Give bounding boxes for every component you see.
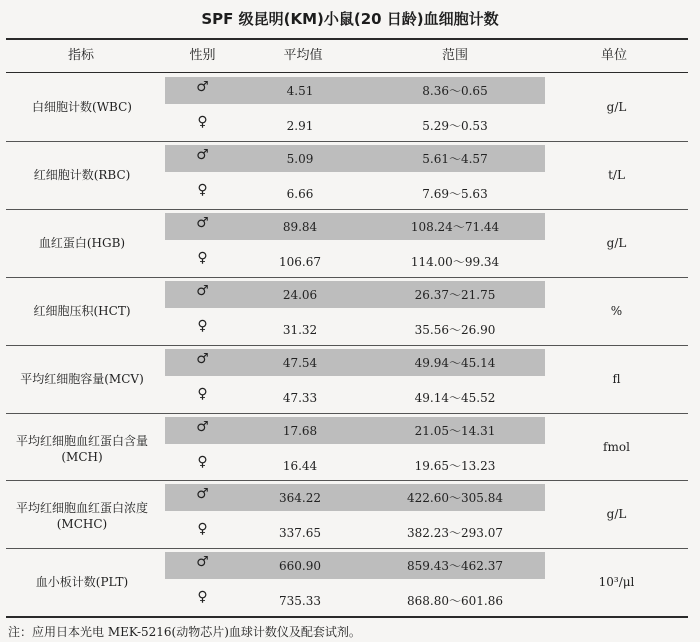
female-symbol: ♀: [197, 317, 208, 334]
male-mean: 47.54: [282, 355, 318, 370]
male-mean: 660.90: [279, 559, 321, 574]
female-range: 7.69～5.63: [422, 186, 488, 201]
indicator-cell: 红细胞计数(RBC): [33, 167, 131, 182]
male-range: 8.36～0.65: [422, 84, 488, 98]
unit-cell: 10³/μl: [598, 575, 635, 590]
female-symbol: ♀: [197, 589, 208, 606]
row-separator: [6, 277, 688, 278]
female-symbol: ♀: [197, 249, 208, 266]
male-symbol: ♂: [196, 146, 209, 163]
female-range: 19.65～13.23: [414, 458, 496, 473]
indicator-cell: 白细胞计数(WBC): [32, 100, 132, 114]
male-range: 26.37～21.75: [414, 287, 496, 302]
female-range: 382.23～293.07: [407, 526, 503, 541]
male-range: 422.60～305.84: [407, 491, 503, 506]
male-range: 108.24～71.44: [410, 219, 500, 234]
female-mean: 31.32: [282, 322, 318, 337]
female-symbol: ♀: [197, 181, 208, 198]
unit-cell: g/L: [606, 507, 627, 522]
indicator-cell: 血红蛋白(HGB): [38, 235, 126, 250]
unit-cell: t/L: [608, 167, 625, 182]
female-mean: 16.44: [282, 458, 318, 473]
header-indicator: 指标: [67, 48, 94, 63]
header-rule: [6, 72, 688, 73]
header-mean: 平均值: [283, 48, 323, 63]
male-mean: 5.09: [286, 151, 314, 166]
male-range: 21.05～14.31: [414, 423, 496, 438]
table-bottom-rule: [6, 616, 688, 618]
male-mean: 24.06: [282, 287, 318, 302]
female-symbol: ♀: [197, 453, 208, 470]
unit-cell: g/L: [606, 100, 627, 114]
female-range: 868.80～601.86: [407, 594, 503, 609]
male-mean: 89.84: [282, 219, 318, 234]
female-range: 114.00～99.34: [410, 254, 500, 269]
female-mean: 735.33: [279, 594, 321, 609]
female-symbol: ♀: [197, 385, 208, 402]
footnote: 注：应用日本光电 MEK-5216(动物芯片)血球计数仪及配套试剂。: [8, 625, 361, 639]
row-separator: [6, 413, 688, 414]
female-symbol: ♀: [197, 521, 208, 538]
indicator-cell: 血小板计数(PLT): [35, 575, 129, 590]
header-sex: 性别: [189, 48, 216, 63]
header-range: 范围: [441, 48, 468, 63]
male-symbol: ♂: [196, 418, 209, 435]
unit-cell: fmol: [603, 439, 630, 454]
female-mean: 47.33: [282, 390, 318, 405]
row-separator: [6, 209, 688, 210]
unit-cell: %: [610, 303, 623, 318]
male-range: 859.43～462.37: [407, 559, 503, 574]
row-separator: [6, 141, 688, 142]
unit-cell: fl: [612, 371, 621, 386]
female-range: 49.14～45.52: [414, 390, 496, 405]
male-symbol: ♂: [196, 350, 209, 367]
female-mean: 337.65: [279, 526, 321, 541]
female-mean: 106.67: [279, 254, 321, 269]
header-unit: 单位: [600, 48, 627, 63]
table-top-rule: [6, 38, 688, 40]
male-range: 49.94～45.14: [414, 355, 496, 370]
male-mean: 17.68: [282, 423, 318, 438]
unit-cell: g/L: [606, 235, 627, 250]
row-separator: [6, 345, 688, 346]
indicator-cell: 平均红细胞容量(MCV): [20, 371, 144, 386]
male-symbol: ♂: [196, 214, 209, 231]
indicator-cell: 红细胞压积(HCT): [33, 303, 131, 318]
female-range: 5.29～0.53: [422, 119, 488, 133]
table-title: SPF 级昆明(KM)小鼠(20 日龄)血细胞计数: [201, 10, 499, 28]
male-symbol: ♂: [196, 486, 209, 503]
indicator-cell: 平均红细胞血红蛋白含量(MCH): [15, 433, 148, 464]
male-symbol: ♂: [196, 554, 209, 571]
male-mean: 364.22: [279, 491, 321, 506]
female-symbol: ♀: [197, 114, 208, 130]
female-mean: 6.66: [286, 186, 314, 201]
row-separator: [6, 548, 688, 549]
male-symbol: ♂: [196, 282, 209, 299]
female-range: 35.56～26.90: [414, 322, 496, 337]
female-mean: 2.91: [286, 119, 314, 133]
row-separator: [6, 480, 688, 481]
indicator-cell: 平均红细胞血红蛋白浓度(MCHC): [15, 501, 148, 532]
male-symbol: ♂: [196, 79, 209, 95]
male-range: 5.61～4.57: [422, 151, 488, 166]
male-mean: 4.51: [286, 84, 314, 98]
